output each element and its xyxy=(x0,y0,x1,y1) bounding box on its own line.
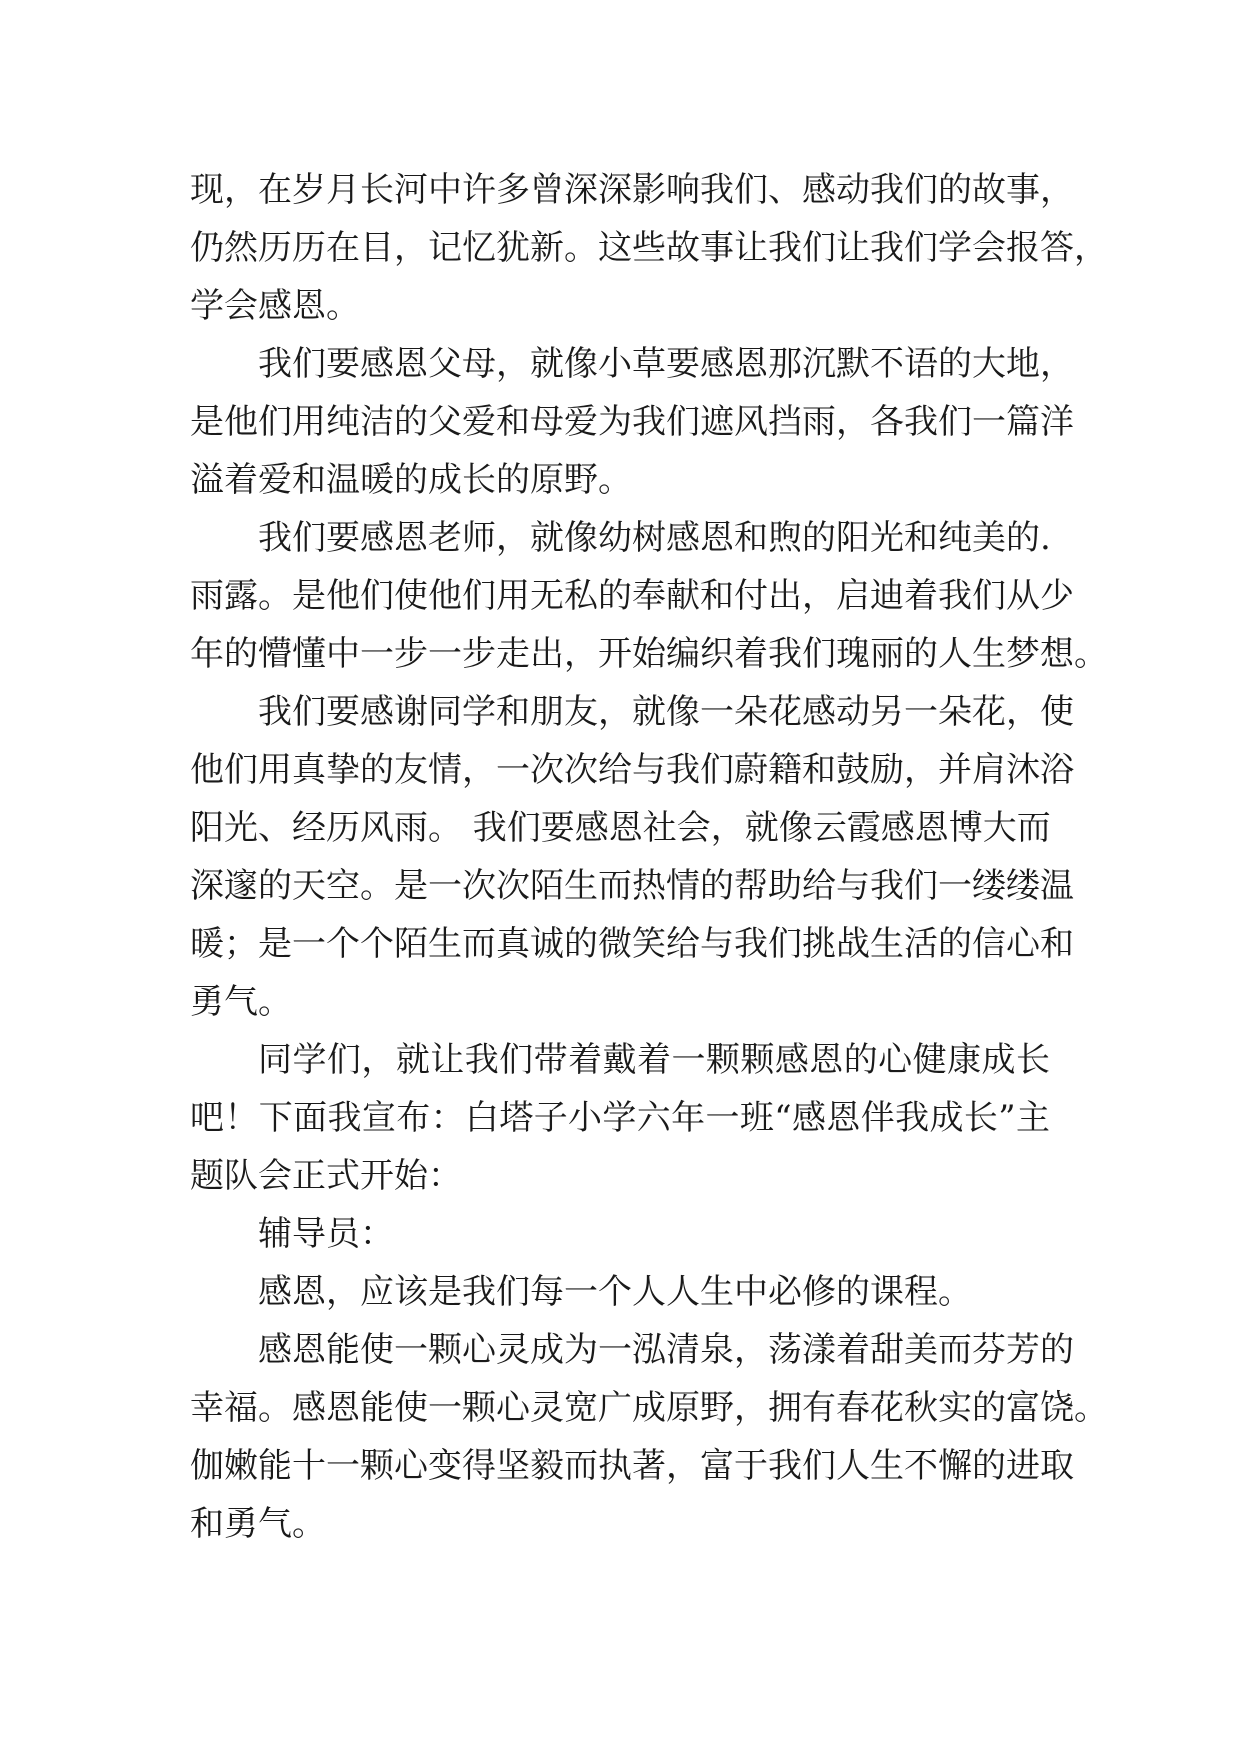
text-line: 同学们，就让我们带着戴着一颗颗感恩的心健康成长 xyxy=(258,1040,1050,1080)
text-line: 感恩能使一颗心灵成为一泓清泉，荡漾着甜美而芬芳的 xyxy=(258,1330,1074,1370)
text-line: 伽嫩能十一颗心变得坚毅而执著，富于我们人生不懈的进取 xyxy=(190,1446,1074,1486)
text-line: 他们用真挚的友情，一次次给与我们蔚籍和鼓励，并肩沐浴 xyxy=(190,750,1074,790)
text-line: 是他们用纯洁的父爱和母爱为我们遮风挡雨，各我们一篇洋 xyxy=(190,402,1074,442)
text-line: 仍然历历在目，记忆犹新。这些故事让我们让我们学会报答， xyxy=(190,228,1108,268)
text-line: 暖；是一个个陌生而真诚的微笑给与我们挑战生活的信心和 xyxy=(190,924,1074,964)
text-line: 深邃的天空。是一次次陌生而热情的帮助给与我们一缕缕温 xyxy=(190,866,1074,906)
text-line: 和勇气。 xyxy=(190,1504,326,1544)
text-line: 题队会正式开始： xyxy=(190,1156,462,1196)
text-line: 吧！下面我宣布：白塔子小学六年一班“感恩伴我成长”主 xyxy=(190,1098,1050,1138)
text-line: 我们要感谢同学和朋友，就像一朵花感动另一朵花，使 xyxy=(258,692,1074,732)
text-line: 感恩，应该是我们每一个人人生中必修的课程。 xyxy=(258,1272,972,1312)
text-line: 阳光、经历风雨。 我们要感恩社会，就像云霞感恩博大而 xyxy=(190,808,1051,848)
text-line: 年的懵懂中一步一步走出，开始编织着我们瑰丽的人生梦想。 xyxy=(190,634,1108,674)
text-line: 幸福。感恩能使一颗心灵宽广成原野，拥有春花秋实的富饶。 xyxy=(190,1388,1108,1428)
text-line: 现，在岁月长河中许多曾深深影响我们、感动我们的故事， xyxy=(190,170,1074,210)
text-line: 勇气。 xyxy=(190,982,292,1022)
text-line: 溢着爱和温暖的成长的原野。 xyxy=(190,460,632,500)
text-line: 学会感恩。 xyxy=(190,286,360,326)
text-line: 雨露。是他们使他们用无私的奉献和付出，启迪着我们从少 xyxy=(190,576,1074,616)
text-line: 辅导员： xyxy=(258,1214,394,1254)
text-line: 我们要感恩老师，就像幼树感恩和煦的阳光和纯美的. xyxy=(258,518,1051,558)
text-line: 我们要感恩父母，就像小草要感恩那沉默不语的大地， xyxy=(258,344,1074,384)
